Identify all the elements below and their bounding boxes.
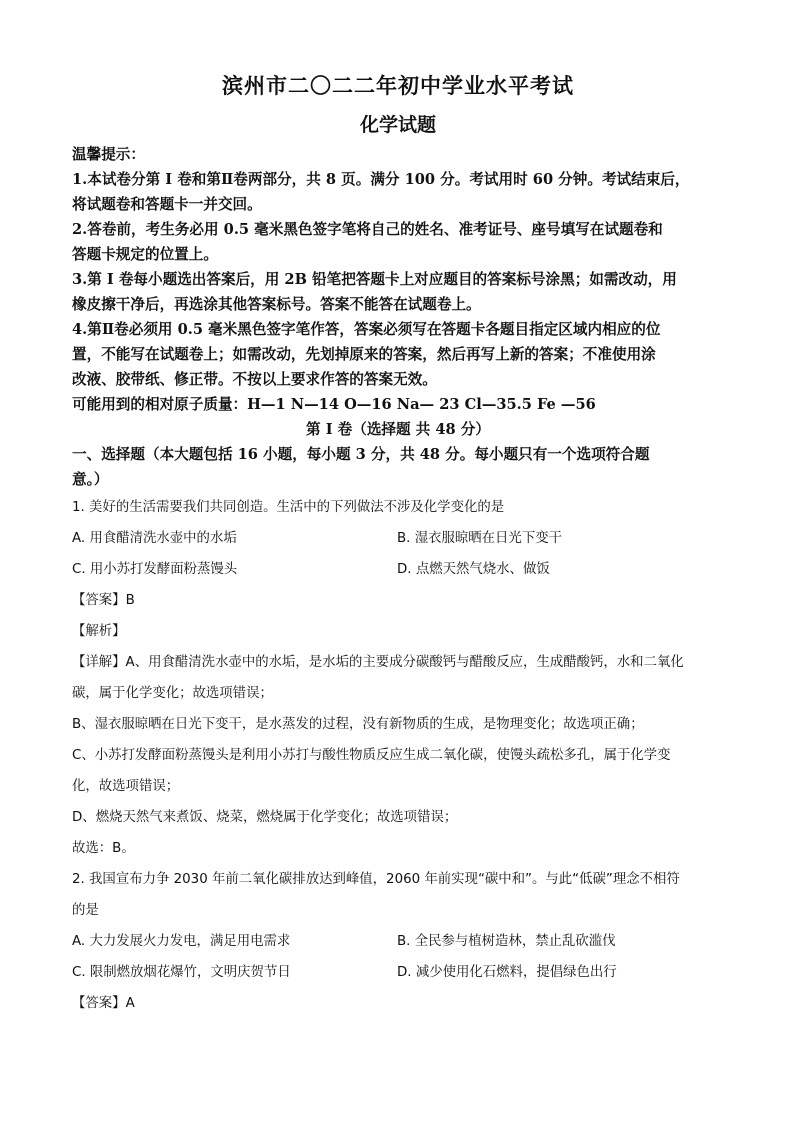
exam-title: 滨州市二〇二二年初中学业水平考试 <box>222 73 574 98</box>
notice-line: 橡皮擦干净后，再选涂其他答案标号。答案不能答在试题卷上。 <box>72 296 481 313</box>
atomic-masses: 可能用到的相对原子质量：H—1 N—14 O—16 Na— 23 Cl—35.5 Fe —56 <box>72 396 596 413</box>
subject-title: 化学试题 <box>359 114 436 136</box>
question-1 <box>72 492 724 864</box>
section-instruction: 意。） <box>72 471 109 488</box>
options-row <box>72 554 724 585</box>
detail-line: D、燃烧天然气来煮饭、烧菜，燃烧属于化学变化；故选项错误； <box>72 810 458 825</box>
option-d: D. 减少使用化石燃料，提倡绿色出行 <box>397 965 617 980</box>
question-stem: 1. 美好的生活需要我们共同创造。生活中的下列做法不涉及化学变化的是 <box>72 500 505 515</box>
question-2 <box>72 864 724 1019</box>
notice-line: 改液、胶带纸、修正带。不按以上要求作答的答案无效。 <box>72 371 437 388</box>
detail-line: 碳，属于化学变化；故选项错误； <box>72 686 273 701</box>
section-instruction: 一、选择题（本大题包括 16 小题，每小题 3 分，共 48 分。每小题只有一个选项符合题 <box>72 446 650 463</box>
analysis-tag: 【解析】 <box>72 624 126 639</box>
answer-line <box>72 585 724 616</box>
answer-value: B <box>125 593 135 608</box>
options-row <box>72 957 724 988</box>
detail-line: B、湿衣服晾晒在日光下变干，是水蒸发的过程，没有新物质的生成，是物理变化；故选项正确； <box>72 717 644 732</box>
option-b: B. 湿衣服晾晒在日光下变干 <box>397 531 562 546</box>
notice-line: 3.第 I 卷每小题选出答案后，用 2B 铅笔把答题卡上对应题目的答案标号涂黑；如需改动，用 <box>72 271 677 288</box>
option-c: C. 用小苏打发酵面粉蒸馒头 <box>72 562 238 577</box>
question-stem: 的是 <box>72 903 99 918</box>
notice-heading: 温馨提示： <box>72 146 145 163</box>
detail-line: C、小苏打发酵面粉蒸馒头是利用小苏打与酸性物质反应生成二氧化碳，使馒头疏松多孔，属于化学变 <box>72 748 671 763</box>
answer-line <box>72 988 724 1019</box>
notice-block <box>72 142 724 417</box>
detail-line: 化，故选项错误； <box>72 779 180 794</box>
detail-line: 故选：B。 <box>72 841 135 856</box>
exam-page <box>72 66 724 1019</box>
question-stem: 2. 我国宣布力争 2030 年前二氧化碳排放达到峰值，2060 年前实现“碳中和”。与此“低碳”理念不相符 <box>72 872 680 887</box>
options-row <box>72 523 724 554</box>
option-a: A. 用食醋清洗水壶中的水垢 <box>72 531 237 546</box>
notice-line: 将试题卷和答题卡一并交回。 <box>72 196 262 213</box>
notice-line: 2.答卷前，考生务必用 0.5 毫米黑色签字笔将自己的姓名、准考证号、座号填写在试题卷和 <box>72 221 663 238</box>
option-c: C. 限制燃放烟花爆竹，文明庆贺节日 <box>72 965 291 980</box>
notice-line: 4.第Ⅱ卷必须用 0.5 毫米黑色签字笔作答，答案必须写在答题卡各题目指定区域内相应的位 <box>72 321 661 338</box>
section-title: 第 I 卷（选择题 共 48 分） <box>306 421 490 438</box>
option-b: B. 全民参与植树造林，禁止乱砍滥伐 <box>397 934 616 949</box>
notice-line: 置，不能写在试题卷上；如需改动，先划掉原来的答案，然后再写上新的答案；不准使用涂 <box>72 346 656 363</box>
notice-line: 1.本试卷分第 I 卷和第Ⅱ卷两部分，共 8 页。满分 100 分。考试用时 60 分钟。考试结束后， <box>72 171 690 188</box>
notice-line: 答题卡规定的位置上。 <box>72 246 218 263</box>
answer-tag: 【答案】 <box>72 593 126 608</box>
options-row <box>72 926 724 957</box>
option-d: D. 点燃天然气烧水、做饭 <box>397 562 550 577</box>
answer-tag: 【答案】 <box>72 996 126 1011</box>
answer-value: A <box>125 996 135 1011</box>
detail-line: 【详解】A、用食醋清洗水壶中的水垢，是水垢的主要成分碳酸钙与醋酸反应，生成醋酸钙，水和二氧化 <box>72 655 684 670</box>
option-a: A. 大力发展火力发电，满足用电需求 <box>72 934 291 949</box>
